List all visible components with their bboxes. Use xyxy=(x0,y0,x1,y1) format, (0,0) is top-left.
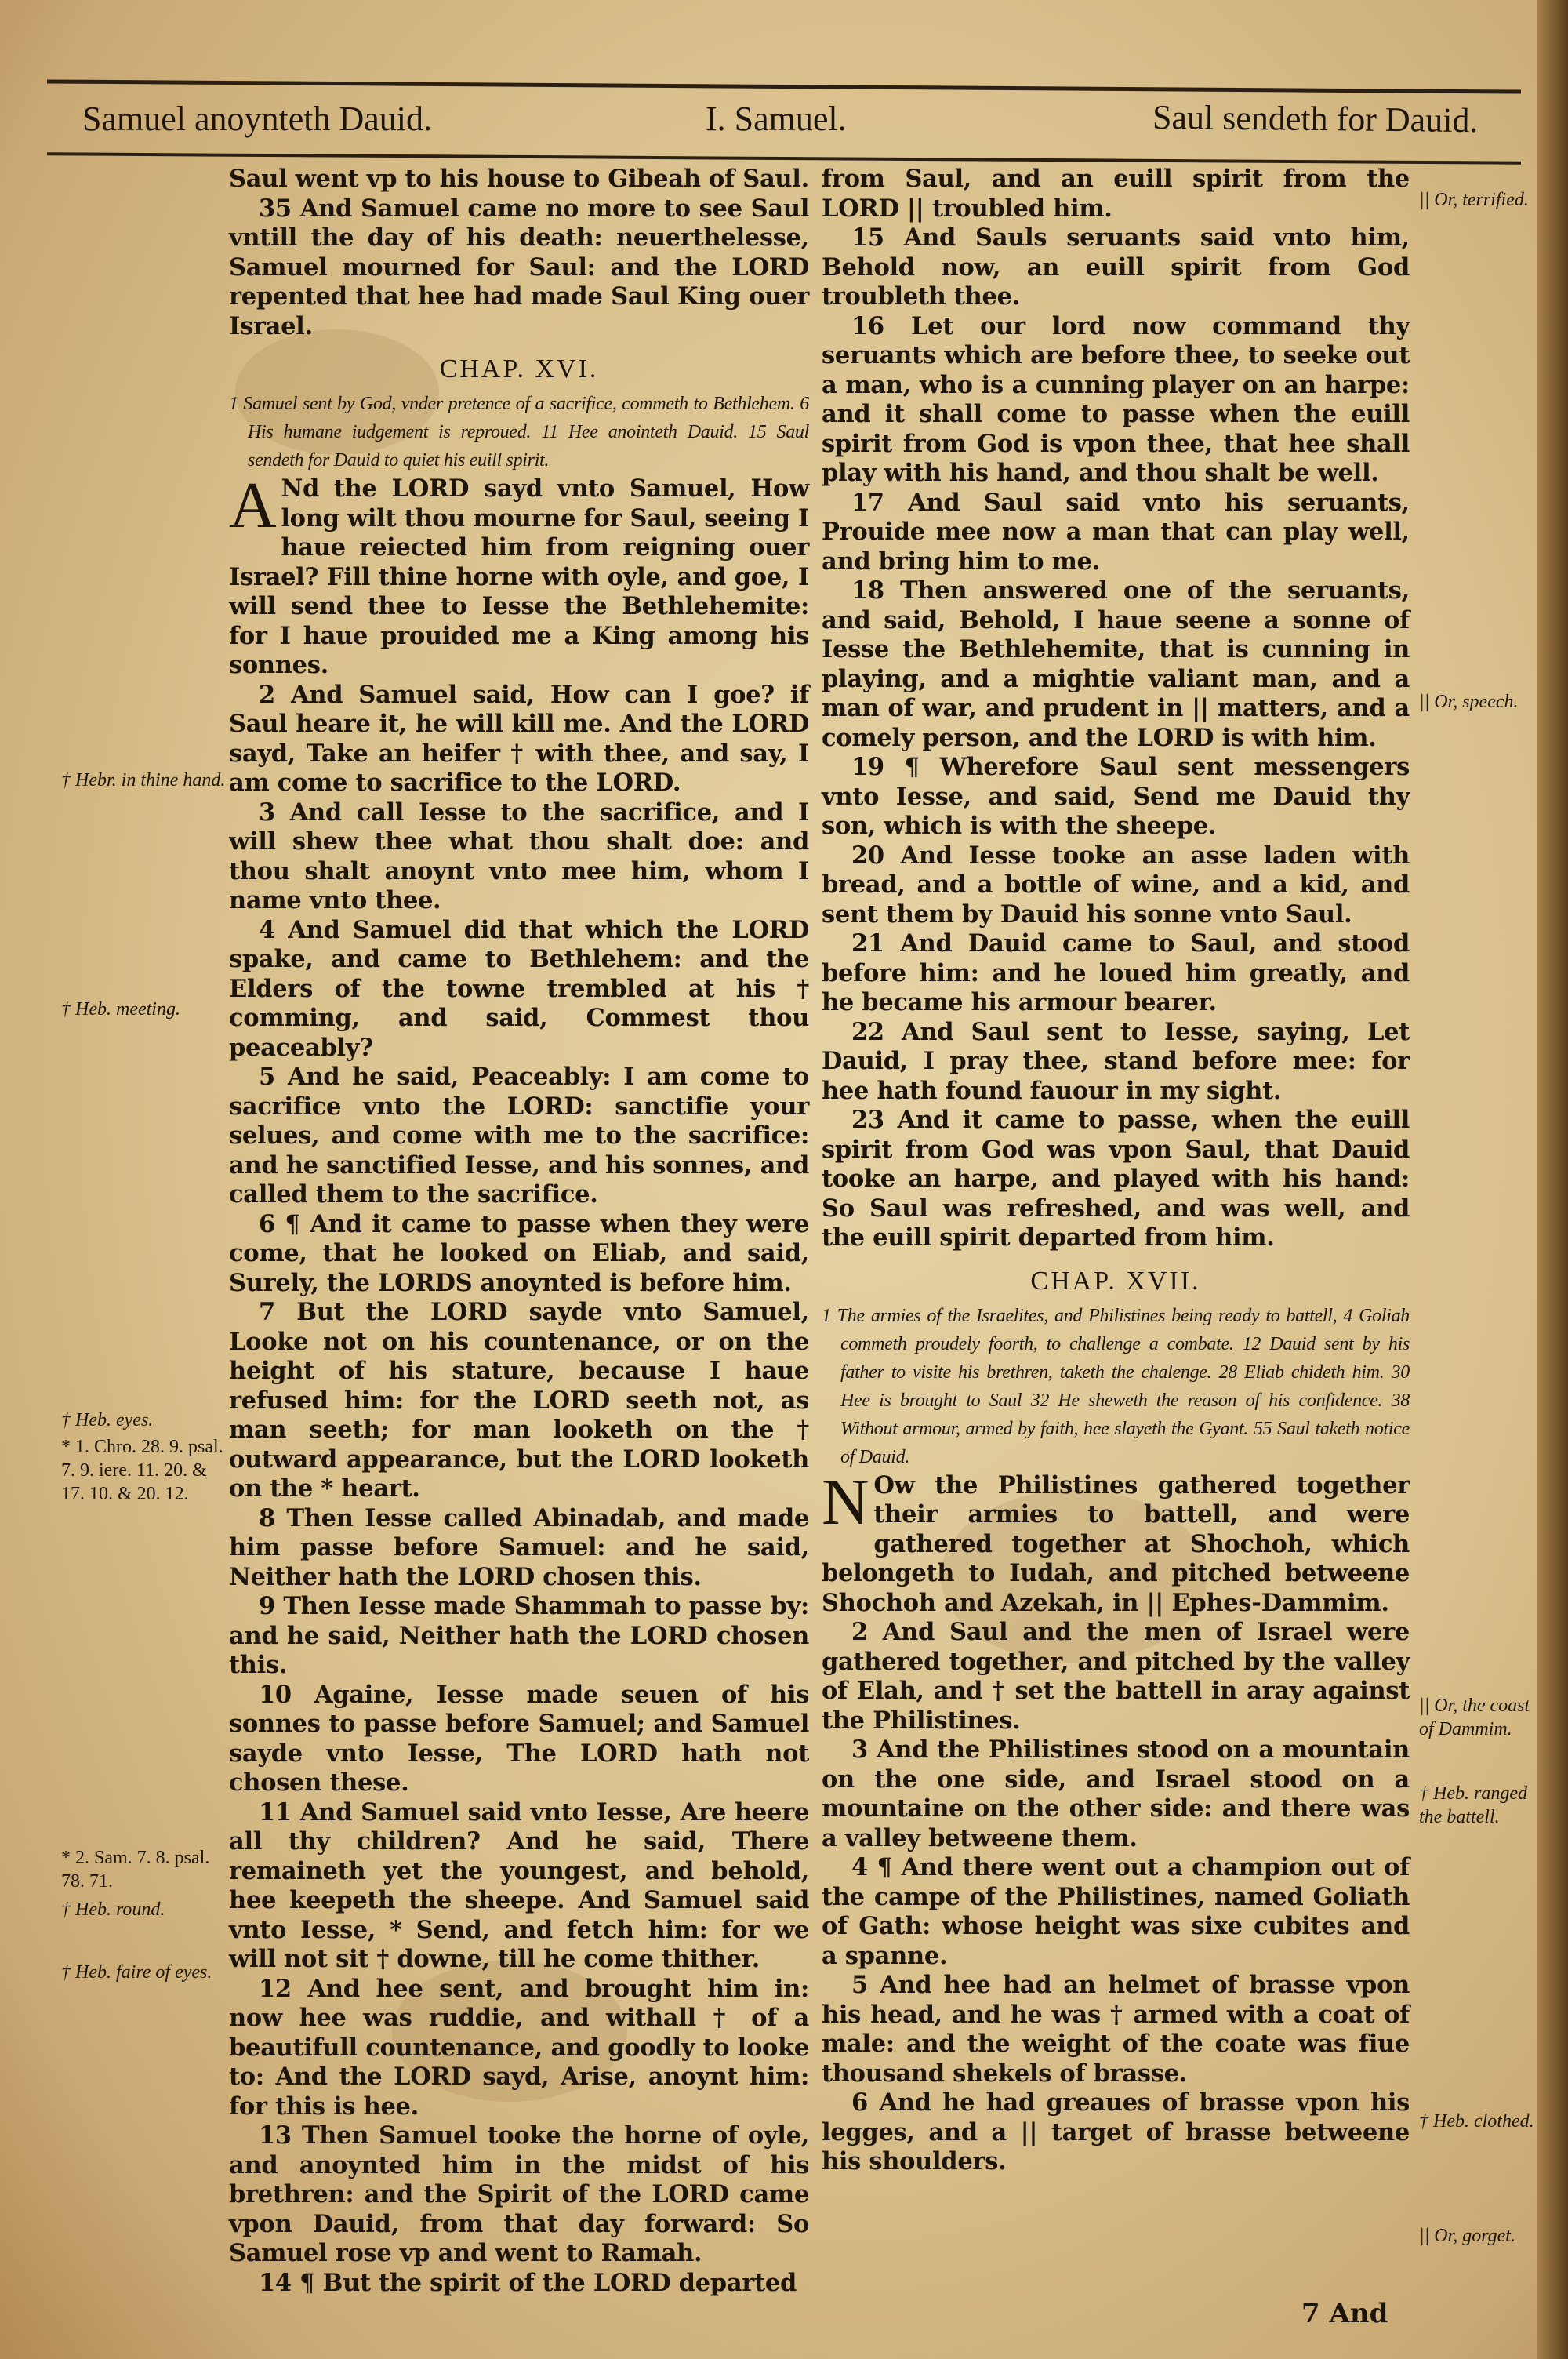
drop-capital: N xyxy=(822,1465,869,1539)
margin-note: † Heb. round. xyxy=(61,1899,165,1920)
running-head-right: Saul sendeth for Dauid. xyxy=(1152,97,1479,140)
right-text-column xyxy=(822,165,1410,2177)
verse: 4 And Samuel did that which the LORD spake, and came to Bethlehem: and the Elders of the towne trembled at his † comming, and said, Commest thou peaceably? xyxy=(229,915,809,1062)
verse: 22 And Saul sent to Iesse, saying, Let Dauid, I pray thee, stand before mee: for hee hath found fauour in my sight. xyxy=(822,1017,1410,1105)
verse: 12 And hee sent, and brought him in: now hee was ruddie, and withall † of a beautifull countenance, and goodly to looke to: And the LORD sayd, Arise, anoynt him: for this is hee. xyxy=(229,1974,809,2121)
verse: 3 And the Philistines stood on a mountain on the one side, and Israel stood on a mountaine on the other side: and there was a valley betweene them. xyxy=(822,1736,1410,1852)
verse: 23 And it came to passe, when the euill spirit from God was vpon Saul, that Dauid tooke an harpe, and played with his hand: So Saul was refreshed, and was well, and the euill spirit departed from him. xyxy=(822,1106,1410,1252)
verse: 16 Let our lord now command thy seruants which are before thee, to seeke out a man, who is a cunning player on an harpe: and it shall come to passe when the euill spirit from God is vpon thee, that hee shall play with his hand, and thou shalt be well. xyxy=(822,311,1410,487)
verse: 8 Then Iesse called Abinadab, and made him passe before Samuel: and he said, Neither hath the LORD chosen this. xyxy=(229,1503,809,1591)
margin-note: † Hebr. in thine hand. xyxy=(61,770,226,791)
chapter-heading: CHAP. XVII. xyxy=(1030,1266,1201,1296)
header-rule-bottom xyxy=(47,152,1521,164)
verse: 15 And Sauls seruants said vnto him, Behold now, an euill spirit from God troubleth thee. xyxy=(822,224,1410,311)
verse-text: Nd the LORD sayd vnto Samuel, How long wilt thou mourne for Saul, seeing I haue reiected him from reigning ouer Israel? Fill thine horne with oyle, and goe, I will send thee to Iesse the Bethlehemite: for I haue prouided me a King among his sonnes. xyxy=(229,474,809,679)
drop-capital: A xyxy=(229,469,277,542)
book-spine xyxy=(1537,0,1568,2359)
margin-note: * 2. Sam. 7. 8. psal. 78. 71. xyxy=(61,1848,210,1892)
running-head-center: I. Samuel. xyxy=(706,100,847,138)
margin-note: † Heb. clothed. xyxy=(1419,2111,1534,2132)
opening-verse xyxy=(229,469,809,681)
verse: 2 And Saul and the men of Israel were gathered together, and pitched by the valley of Elah, and † set the battell in aray against the Philistines. xyxy=(822,1618,1410,1735)
margin-note: † Heb. ranged the battell. xyxy=(1419,1783,1527,1827)
margin-note: † Heb. eyes. xyxy=(61,1410,154,1430)
margin-note: † Heb. meeting. xyxy=(61,999,180,1020)
verse: 5 And he said, Peaceably: I am come to sacrifice vnto the LORD: sanctifie your selues, and come with me to the sacrifice: and he sanctified Iesse, and his sonnes, and called them to the sacrifice. xyxy=(229,1063,809,1209)
verse: 6 And he had greaues of brasse vpon his legges, and a || target of brasse betweene his shoulders. xyxy=(822,2088,1410,2175)
verse: 9 Then Iesse made Shammah to passe by: and he said, Neither hath the LORD chosen this. xyxy=(229,1592,809,1679)
margin-note: || Or, the coast of Dammim. xyxy=(1419,1696,1530,1739)
verse: 20 And Iesse tooke an asse laden with bread, and a bottle of wine, and a kid, and sent them by Dauid his sonne vnto Saul. xyxy=(822,841,1410,929)
verse: 13 Then Samuel tooke the horne of oyle, and anoynted him in the midst of his brethren: and the Spirit of the LORD came vpon Dauid, from that day forward: So Samuel rose vp and went to Ramah. xyxy=(229,2121,809,2267)
verse: Saul went vp to his house to Gibeah of Saul. xyxy=(229,165,809,193)
verse: 7 But the LORD sayde vnto Samuel, Looke not on his countenance, or on the height of his stature, because I haue refused him: for the LORD seeth not, as man seeth; for man looketh on the † outward appearance, but the LORD looketh on the * heart. xyxy=(229,1298,809,1503)
verse: 19 ¶ Wherefore Saul sent messengers vnto Iesse, and said, Send me Dauid thy son, which is with the sheepe. xyxy=(822,753,1410,840)
left-text-column xyxy=(229,165,809,2298)
verse: 14 ¶ But the spirit of the LORD departed xyxy=(259,2268,797,2297)
verse: 2 And Samuel said, How can I goe? if Saul heare it, he will kill me. And the LORD sayd, Take an heifer † with thee, and say, I am come to sacrifice to the LORD. xyxy=(229,680,809,797)
running-head-left: Samuel anoynteth Dauid. xyxy=(82,100,433,138)
verse: 6 ¶ And it came to passe when they were come, that he looked on Eliab, and said, Surely, the LORDS anoynted is before him. xyxy=(229,1209,809,1297)
verse: 3 And call Iesse to the sacrifice, and I will shew thee what thou shalt doe: and thou shalt anoynt vnto mee him, whom I name vnto thee. xyxy=(229,798,809,914)
verse: from Saul, and an euill spirit from the LORD || troubled him. xyxy=(822,165,1410,223)
chapter-summary: 1 Samuel sent by God, vnder pretence of a sacrifice, commeth to Bethlehem. 6 His humane iudgement is reproued. 11 Hee anointeth Dauid. 15 Saul sendeth for Dauid to quiet his euill spirit. xyxy=(229,394,809,471)
verse: 4 ¶ And there went out a champion out of the campe of the Philistines, named Goliath of Gath: whose height was sixe cubites and a spanne. xyxy=(822,1853,1410,1970)
verse: 21 And Dauid came to Saul, and stood before him: and he loued him greatly, and he became his armour bearer. xyxy=(822,929,1410,1016)
verse: 35 And Samuel came no more to see Saul vntill the day of his death: neuerthelesse, Samuel mourned for Saul: and the LORD repented that hee had made Saul King ouer Israel. xyxy=(229,194,809,340)
verse: 18 Then answered one of the seruants, and said, Behold, I haue seene a sonne of Iesse the Bethlehemite, that is cunning in playing, and a mightie valiant man, and a man of war, and prudent in || matters, and a comely person, and the LORD is with him. xyxy=(822,576,1410,752)
margin-note: || Or, gorget. xyxy=(1419,2226,1515,2246)
verse-text: Ow the Philistines gathered together their armies to battell, and were gathered together at Shochoh, which belongeth to Iudah, and pitched betweene Shochoh and Azekah, in || Ephes-Dammim. xyxy=(822,1470,1410,1617)
margin-note: || Or, speech. xyxy=(1419,692,1519,712)
verse: 5 And hee had an helmet of brasse vpon his head, and he was † armed with a coat of male: and the weight of the coate was fiue thousand shekels of brasse. xyxy=(822,1971,1410,2088)
chapter-summary: 1 The armies of the Israelites, and Philistines being ready to battell, 4 Goliah commeth proudely foorth, to challenge a combate. 12 Dauid sent by his father to visite his brethren, taketh the chalenge. 28 Eliab chideth him. 30 Hee is brought to Saul 32 He sheweth the reason of his confidence. 38 Without armour, armed by faith, hee slayeth the Gyant. 55 Saul taketh notice of Dauid. xyxy=(822,1305,1410,1467)
verse: 10 Againe, Iesse made seuen of his sonnes to passe before Samuel; and Samuel sayde vnto Iesse, The LORD hath not chosen these. xyxy=(229,1680,809,1797)
margin-note: * 1. Chro. 28. 9. psal. 7. 9. iere. 11. 20. & 17. 10. & 20. 12. xyxy=(61,1437,223,1504)
verse: 17 And Saul said vnto his seruants, Prouide mee now a man that can play well, and bring him to me. xyxy=(822,488,1410,576)
opening-verse xyxy=(822,1465,1410,1619)
chapter-heading: CHAP. XVI. xyxy=(439,354,599,383)
margin-note: † Heb. faire of eyes. xyxy=(61,1962,212,1983)
margin-note: || Or, terrified. xyxy=(1419,190,1529,210)
verse: 11 And Samuel said vnto Iesse, Are heere all thy children? And he said, There remaineth yet the youngest, and behold, hee keepeth the sheepe. And Samuel said vnto Iesse, * Send, and fetch him: for we will not sit † downe, till he come thither. xyxy=(229,1797,809,1973)
catchword: 7 And xyxy=(1301,2298,1388,2329)
